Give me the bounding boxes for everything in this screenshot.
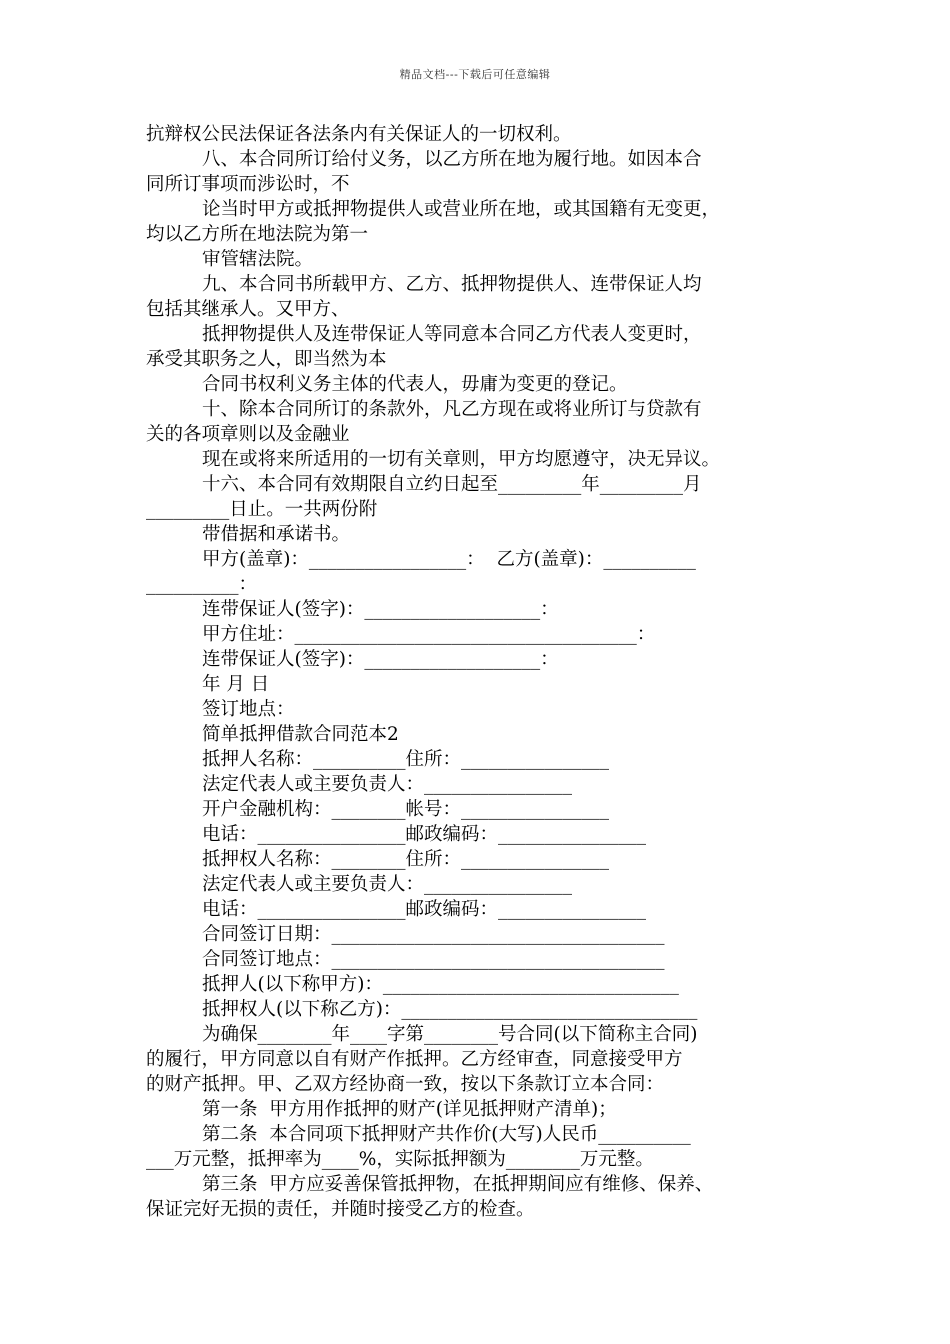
- text-line: __________：: [146, 574, 258, 595]
- text-line: 的履行，甲方同意以自有财产作抵押。乙方经审查，同意接受甲方: [146, 1049, 683, 1070]
- text-line: 第一条 甲方用作抵押的财产(详见抵押财产清单)；: [202, 1099, 617, 1120]
- text-line: 抵押物提供人及连带保证人等同意本合同乙方代表人变更时，: [202, 324, 702, 345]
- text-line: 论当时甲方或抵押物提供人或营业所在地，或其国籍有无变更，: [202, 199, 721, 220]
- text-line: 九、本合同书所载甲方、乙方、抵押物提供人、连带保证人均: [202, 274, 702, 295]
- text-line: 为确保________年____字第________号合同(以下简称主合同): [202, 1024, 698, 1045]
- text-line: 十、除本合同所订的条款外，凡乙方现在或将业所订与贷款有: [202, 399, 702, 420]
- text-line: 连带保证人(签字)：___________________：: [202, 649, 559, 670]
- text-line: 十六、本合同有效期限自立约日起至_________年_________月: [202, 474, 702, 495]
- text-line: ___万元整，抵押率为____%，实际抵押额为________万元整。: [146, 1149, 654, 1170]
- text-line: 同所订事项而涉讼时，不: [146, 174, 350, 195]
- text-line: 抵押权人(以下称乙方)：________________________________: [202, 999, 698, 1020]
- text-line: 年 月 日: [202, 674, 270, 695]
- page-header: 精品文档---下载后可任意编辑: [399, 68, 551, 81]
- text-line: 甲方住址：_____________________________________：: [202, 624, 656, 645]
- text-line: 连带保证人(签字)：___________________：: [202, 599, 559, 620]
- text-line: _________日止。一共两份附: [146, 499, 378, 520]
- text-line: 合同签订地点：____________________________________: [202, 949, 665, 970]
- text-line: 签订地点：: [202, 699, 295, 720]
- text-line: 法定代表人或主要负责人：________________: [202, 874, 573, 895]
- text-line: 抵押人(以下称甲方)：________________________________: [202, 974, 679, 995]
- text-line: 抵押权人名称：________住所：________________: [202, 849, 610, 870]
- text-line: 第三条 甲方应妥善保管抵押物，在抵押期间应有维修、保养、: [202, 1174, 714, 1195]
- text-line: 均以乙方所在地法院为第一: [146, 224, 369, 245]
- text-line: 甲方(盖章)：_________________： 乙方(盖章)：__________: [202, 549, 696, 570]
- text-line: 审管辖法院。: [202, 249, 314, 270]
- text-line: 八、本合同所订给付义务，以乙方所在地为履行地。如因本合: [202, 149, 702, 170]
- text-line: 带借据和承诺书。: [202, 524, 351, 545]
- text-line: 法定代表人或主要负责人：________________: [202, 774, 573, 795]
- text-line: 第二条 本合同项下抵押财产共作价(大写)人民币__________: [202, 1124, 691, 1145]
- text-line: 包括其继承人。又甲方、: [146, 299, 350, 320]
- text-line: 抵押人名称：__________住所：________________: [202, 749, 610, 770]
- text-line: 保证完好无损的责任，并随时接受乙方的检查。: [146, 1199, 535, 1220]
- text-line: 关的各项章则以及金融业: [146, 424, 350, 445]
- text-line: 电话：________________邮政编码：________________: [202, 899, 647, 920]
- text-line: 合同签订日期：____________________________________: [202, 924, 665, 945]
- text-line: 开户金融机构：________帐号：________________: [202, 799, 610, 820]
- text-line: 电话：________________邮政编码：________________: [202, 824, 647, 845]
- text-line: 承受其职务之人，即当然为本: [146, 349, 387, 370]
- document-body: [146, 122, 810, 1222]
- text-line: 的财产抵押。甲、乙双方经协商一致，按以下条款订立本合同：: [146, 1074, 665, 1095]
- text-line: 合同书权利义务主体的代表人，毋庸为变更的登记。: [202, 374, 628, 395]
- text-line: 抗辩权公民法保证各法条内有关保证人的一切权利。: [146, 124, 572, 145]
- text-line: 现在或将来所适用的一切有关章则，甲方均愿遵守，决无异议。: [202, 449, 721, 470]
- text-line: 简单抵押借款合同范本2: [202, 724, 399, 745]
